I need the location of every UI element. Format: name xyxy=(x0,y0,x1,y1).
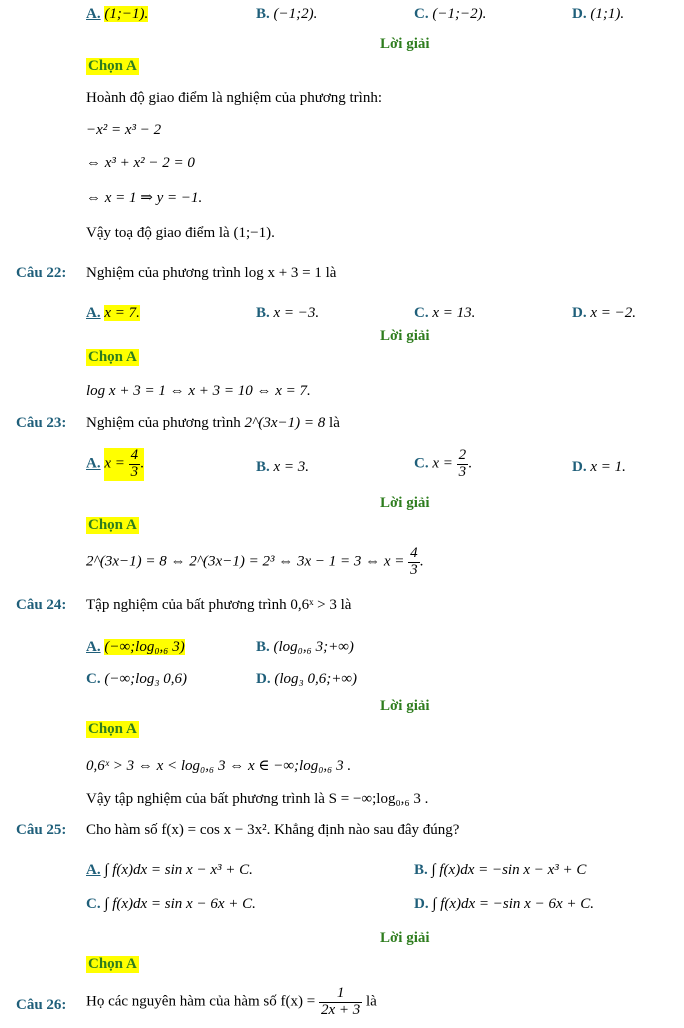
question-text-end: là xyxy=(329,415,340,431)
fraction: $\frac{4}{3}$ xyxy=(410,545,418,578)
q24-question: Tập nghiệm của bất phương trình 0,6ˣ > 3 là xyxy=(86,597,352,613)
q21-option-d[interactable] xyxy=(572,6,624,23)
option-text: x = xyxy=(432,455,453,472)
q24-loi-giai: Lời giải xyxy=(380,698,430,714)
option-text: ∫ f(x)dx = −sin x − 6x + C. xyxy=(432,896,594,912)
q21-chon: Chọn A xyxy=(88,58,137,74)
option-key: B. xyxy=(256,459,270,475)
option-text: x = −3. xyxy=(273,305,320,321)
option-key: D. xyxy=(572,459,587,475)
option-text: ∫ f(x)dx = sin x − x³ + C. xyxy=(104,862,253,878)
q22-label: Câu 22: xyxy=(16,265,67,281)
option-key: D. xyxy=(256,671,271,687)
q21-line-5: Vậy toạ độ giao điểm là (1;−1). xyxy=(86,225,275,241)
option-key: B. xyxy=(256,639,270,655)
q25-option-b[interactable] xyxy=(414,862,586,879)
option-key: C. xyxy=(414,6,429,22)
option-text: ∫ f(x)dx = sin x − 6x + C. xyxy=(104,896,256,912)
q23-option-a[interactable]: A. x = $\frac{4}{3}$ . xyxy=(86,447,144,480)
q23-option-b[interactable] xyxy=(256,459,309,476)
option-key: A. xyxy=(86,455,101,472)
option-text: (log₃ 0,6;+∞) xyxy=(274,671,358,687)
q21-line-4: ⇔ x = 1 ⇒ y = −1. xyxy=(86,190,203,206)
option-text: (−1;2). xyxy=(273,6,318,22)
option-key: A. xyxy=(86,639,101,655)
q23-chon: Chọn A xyxy=(88,517,137,533)
q22-question: Nghiệm của phương trình log x + 3 = 1 là xyxy=(86,265,337,281)
q26-question: Họ các nguyên hàm của hàm số f(x) = $\frac{1}{2x + 3}$ là xyxy=(86,985,377,1018)
option-key: D. xyxy=(572,305,587,321)
q24-chon: Chọn A xyxy=(88,721,137,737)
question-math: 2^(3x−1) = 8 xyxy=(244,415,326,431)
q22-loi-giai: Lời giải xyxy=(380,328,430,344)
q24-option-d[interactable] xyxy=(256,671,357,688)
option-key: B. xyxy=(256,305,270,321)
fraction: $\frac{1}{2x + 3}$ xyxy=(320,985,361,1018)
q24-solution: 0,6ˣ > 3 ⇔ x < log₀,₆ 3 ⇔ x ∈ −∞;log₀,₆ 3 . xyxy=(86,758,352,774)
q21-option-a[interactable] xyxy=(86,6,148,23)
q21-option-b[interactable] xyxy=(256,6,317,23)
option-text: (1;1). xyxy=(590,6,625,22)
q22-solution: log x + 3 = 1 ⇔ x + 3 = 10 ⇔ x = 7. xyxy=(86,383,311,399)
q22-option-c[interactable] xyxy=(414,305,475,322)
q24-option-c[interactable] xyxy=(86,671,187,688)
q24-option-b[interactable] xyxy=(256,639,354,656)
fraction: $\frac{4}{3}$ xyxy=(130,447,139,480)
q22-option-a[interactable] xyxy=(86,305,140,322)
q22-chon: Chọn A xyxy=(88,349,137,365)
option-text: x = 1. xyxy=(590,459,626,475)
q25-loi-giai: Lời giải xyxy=(380,930,430,946)
q21-loi-giai: Lời giải xyxy=(380,36,430,52)
q21-option-c[interactable] xyxy=(414,6,486,23)
option-key: C. xyxy=(414,455,429,472)
option-text: (−∞;log₃ 0,6) xyxy=(104,671,188,687)
q23-option-d[interactable] xyxy=(572,459,626,476)
fraction: $\frac{2}{3}$ xyxy=(458,447,467,480)
option-text: (1;−1). xyxy=(104,6,149,22)
q24-label: Câu 24: xyxy=(16,597,67,613)
q26-label: Câu 26: xyxy=(16,997,67,1013)
option-text: (−∞;log₀,₆ 3) xyxy=(104,639,185,655)
option-key: C. xyxy=(86,896,101,912)
option-text: x = 7. xyxy=(104,305,140,321)
option-text: x = 13. xyxy=(432,305,476,321)
q21-line-2: −x² = x³ − 2 xyxy=(86,122,162,138)
option-key: B. xyxy=(256,6,270,22)
q25-option-c[interactable] xyxy=(86,896,256,913)
q22-option-d[interactable] xyxy=(572,305,636,322)
q22-option-b[interactable] xyxy=(256,305,319,322)
option-key: D. xyxy=(572,6,587,22)
q25-option-a[interactable] xyxy=(86,862,253,879)
q23-question xyxy=(86,415,340,432)
q25-chon: Chọn A xyxy=(88,956,137,972)
q23-label: Câu 23: xyxy=(16,415,67,431)
option-key: B. xyxy=(414,862,428,878)
q25-label: Câu 25: xyxy=(16,822,67,838)
option-key: D. xyxy=(414,896,429,912)
q21-line-1: Hoành độ giao điểm là nghiệm của phương trình: xyxy=(86,90,383,106)
option-key: A. xyxy=(86,6,101,22)
option-text: ∫ f(x)dx = −sin x − x³ + C xyxy=(431,862,587,878)
q21-line-3: ⇔ x³ + x² − 2 = 0 xyxy=(86,155,195,171)
option-key: C. xyxy=(414,305,429,321)
option-text: (log₀,₆ 3;+∞) xyxy=(273,639,354,655)
option-key: A. xyxy=(86,862,101,878)
option-text: x = 3. xyxy=(273,459,310,475)
option-text: x = −2. xyxy=(590,305,636,321)
option-key: C. xyxy=(86,671,101,687)
q25-question: Cho hàm số f(x) = cos x − 3x². Khẳng định nào sau đây đúng? xyxy=(86,822,460,838)
option-text: x = xyxy=(104,455,125,472)
q23-solution: 2^(3x−1) = 8 ⇔ 2^(3x−1) = 2³ ⇔ 3x − 1 = 3 ⇔ x = $\frac{4}{3}$ . xyxy=(86,545,424,578)
q24-conclusion: Vậy tập nghiệm của bất phương trình là S = −∞;log₀,₆ 3 . xyxy=(86,791,429,807)
q23-option-c[interactable]: C. x = $\frac{2}{3}$ . xyxy=(414,447,472,480)
q25-option-d[interactable] xyxy=(414,896,594,913)
q24-option-a[interactable] xyxy=(86,639,185,656)
q23-loi-giai: Lời giải xyxy=(380,495,430,511)
question-text: Nghiệm của phương trình xyxy=(86,415,241,431)
option-text: (−1;−2). xyxy=(432,6,487,22)
option-key: A. xyxy=(86,305,101,321)
